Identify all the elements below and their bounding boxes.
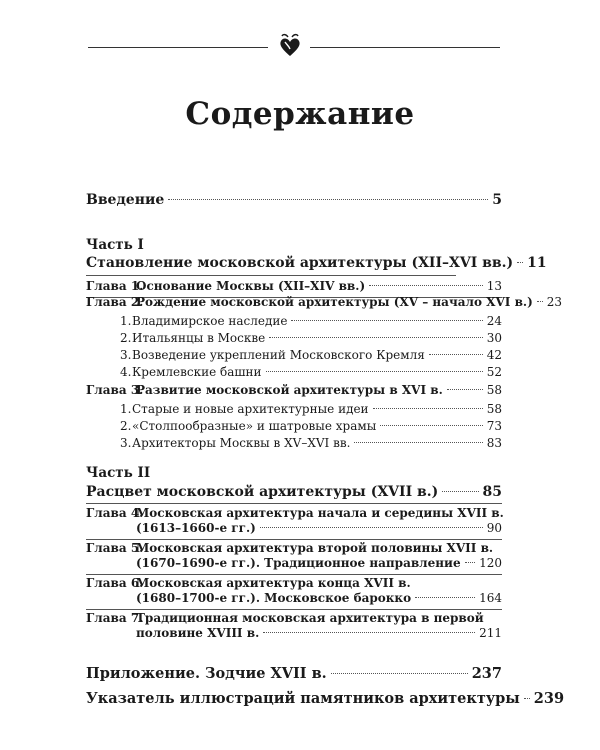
section-number: 2.	[120, 419, 132, 433]
part-title-underline	[86, 275, 456, 276]
chapter-title: Основание Москвы (XII–XIV вв.)	[136, 279, 366, 293]
chapter-title: Московская архитектура конца XVII в.	[136, 576, 411, 590]
dot-leader	[168, 199, 488, 200]
toc-page-number: 24	[486, 314, 502, 328]
dot-leader	[429, 354, 483, 355]
toc-page-number: 13	[486, 279, 502, 293]
part-title: Расцвет московской архитектуры (XVII в.)	[86, 484, 439, 500]
toc-entry-section[interactable]	[120, 436, 502, 450]
dot-leader	[291, 320, 482, 321]
section-title: Владимирское наследие	[132, 314, 288, 328]
ornament-rule-left	[88, 47, 268, 48]
dot-leader	[263, 632, 475, 633]
part-label: Часть II	[86, 465, 151, 481]
dot-leader	[373, 408, 483, 409]
toc-page-number: 164	[479, 591, 502, 605]
toc-entry-chapter[interactable]	[136, 556, 502, 570]
chapter-label: Глава 6.	[86, 576, 144, 590]
chapter-title-line2: (1613–1660-е гг.)	[136, 521, 256, 535]
chapter-title-line2: (1680–1700-е гг.). Московское барокко	[136, 591, 412, 605]
ornament-rule-right	[310, 47, 500, 48]
toc-page-number: 42	[486, 348, 502, 362]
toc-entry-section[interactable]	[120, 402, 502, 416]
toc-entry-chapter[interactable]	[86, 383, 502, 397]
section-title: Архитекторы Москвы в XV–XVI вв.	[132, 436, 351, 450]
heart-ornament-icon	[276, 31, 304, 59]
toc-page-number: 211	[479, 626, 502, 640]
section-title: Возведение укреплений Московского Кремля	[132, 348, 425, 362]
section-title: Старые и новые архитектурные идеи	[132, 402, 369, 416]
toc-page-number: 5	[492, 192, 502, 208]
dot-leader	[442, 491, 478, 492]
toc-page-number: 83	[486, 436, 502, 450]
chapter-title: Московская архитектура начала и середины XVII в.	[136, 506, 504, 520]
header-ornament	[88, 30, 500, 56]
chapter-title-line1	[86, 611, 484, 625]
chapter-title: Развитие московской архитектуры в XVI в.	[136, 383, 443, 397]
toc-page-number: 237	[471, 665, 502, 682]
dot-leader	[266, 371, 483, 372]
toc-page-number: 85	[482, 484, 502, 500]
section-number: 3.	[120, 348, 132, 362]
toc-entry-part1[interactable]	[86, 255, 547, 271]
dot-leader	[524, 698, 530, 699]
toc-page-number: 11	[527, 255, 547, 271]
chapter-title: Московская архитектура второй половины XVII в.	[136, 541, 494, 555]
toc-entry-label: Указатель иллюстраций памятников архитектуры	[86, 690, 520, 707]
section-title: «Столпообразные» и шатровые храмы	[132, 419, 377, 433]
dot-leader	[369, 285, 483, 286]
chapter-label: Глава 5.	[86, 541, 144, 555]
toc-page-number: 52	[486, 365, 502, 379]
section-number: 1.	[120, 402, 132, 416]
chapter-rule	[86, 539, 502, 540]
dot-leader	[354, 442, 482, 443]
chapter-label: Глава 7.	[86, 611, 144, 625]
toc-entry-label: Введение	[86, 192, 165, 208]
toc-entry-section[interactable]	[120, 314, 502, 328]
toc-page-number: 73	[486, 419, 502, 433]
toc-page-number: 58	[486, 383, 502, 397]
part-title: Становление московской архитектуры (XII–XVI вв.)	[86, 255, 514, 271]
dot-leader	[465, 562, 476, 563]
section-number: 2.	[120, 331, 132, 345]
dot-leader	[415, 597, 475, 598]
toc-page-number: 239	[533, 690, 565, 707]
toc-entry-section[interactable]	[120, 331, 502, 345]
chapter-label: Глава 4.	[86, 506, 144, 520]
chapter-title: Рождение московской архитектуры (XV – начало XVI в.)	[136, 295, 533, 309]
toc-entry-section[interactable]	[120, 348, 502, 362]
chapter-label: Глава 1.	[86, 279, 144, 293]
chapter-title-line2: (1670–1690-е гг.). Традиционное направление	[136, 556, 461, 570]
toc-entry-chapter[interactable]	[86, 295, 563, 309]
chapter-label: Глава 3.	[86, 383, 144, 397]
toc-page-number: 120	[479, 556, 502, 570]
toc-page-number: 30	[486, 331, 502, 345]
dot-leader	[260, 527, 483, 528]
part-title-underline	[86, 503, 502, 504]
section-number: 3.	[120, 436, 132, 450]
dot-leader	[380, 425, 482, 426]
dot-leader	[269, 337, 482, 338]
chapter-rule	[86, 609, 502, 610]
toc-entry-section[interactable]	[120, 365, 502, 379]
chapter-title-line2: половине XVIII в.	[136, 626, 260, 640]
chapter-title-line1	[86, 506, 504, 520]
toc-entry-index[interactable]	[86, 690, 565, 707]
toc-entry-appendix[interactable]	[86, 665, 502, 682]
toc-page-number: 23	[546, 295, 563, 309]
toc-entry-chapter[interactable]	[86, 279, 502, 293]
toc-entry-chapter[interactable]	[136, 591, 502, 605]
chapter-title: Традиционная московская архитектура в первой	[136, 611, 484, 625]
toc-entry-chapter[interactable]	[136, 626, 502, 640]
toc-page-number: 90	[486, 521, 502, 535]
section-title: Итальянцы в Москве	[132, 331, 266, 345]
dot-leader	[447, 389, 483, 390]
toc-page-number: 58	[486, 402, 502, 416]
toc-entry-part2[interactable]	[86, 484, 502, 500]
section-title: Кремлевские башни	[132, 365, 262, 379]
section-number: 1.	[120, 314, 132, 328]
dot-leader	[537, 301, 543, 302]
section-number: 4.	[120, 365, 132, 379]
dot-leader	[331, 673, 468, 674]
part-label: Часть I	[86, 237, 144, 253]
chapter-rule	[86, 574, 502, 575]
page-title: Содержание	[185, 96, 415, 132]
toc-entry-intro[interactable]	[86, 192, 502, 208]
toc-entry-section[interactable]	[120, 419, 502, 433]
chapter-label: Глава 2.	[86, 295, 144, 309]
chapter-title-line1	[86, 576, 411, 590]
toc-entry-label: Приложение. Зодчие XVII в.	[86, 665, 327, 682]
toc-entry-chapter[interactable]	[136, 521, 502, 535]
dot-leader	[517, 262, 523, 263]
chapter-title-line1	[86, 541, 493, 555]
